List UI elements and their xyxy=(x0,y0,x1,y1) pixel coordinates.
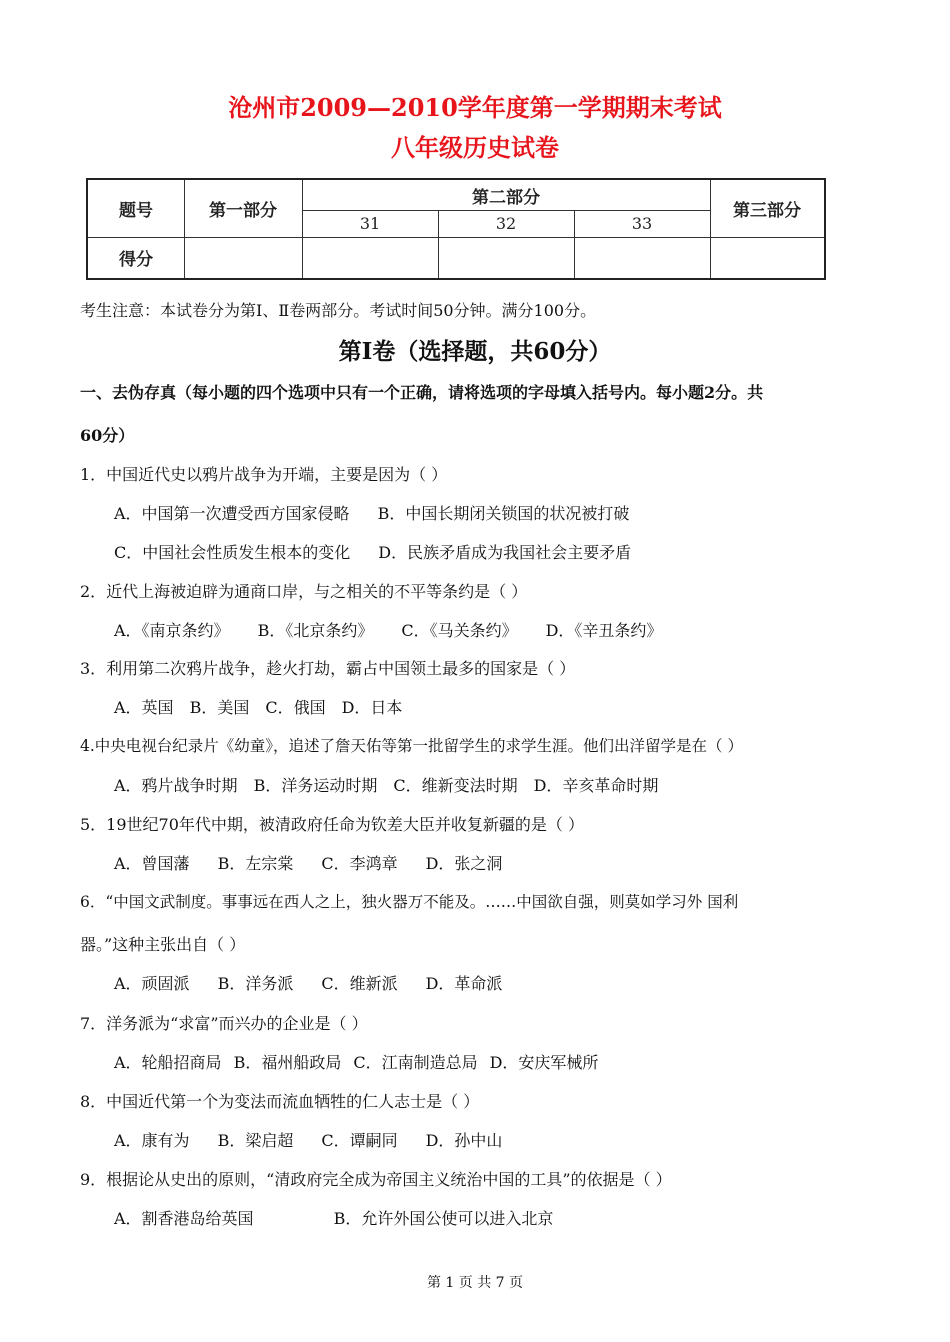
question-1-stem: 1．中国近代史以鸦片战争为开端，主要是因为（ ） xyxy=(80,465,448,484)
question-2-option-d: D．《辛丑条约》 xyxy=(545,621,663,640)
question-1-options-row1 xyxy=(114,501,629,524)
exam-subtitle: 八年级历史试卷 xyxy=(391,133,559,162)
question-4-options xyxy=(114,773,658,796)
question-5-option-b: B．左宗棠 xyxy=(217,854,294,873)
question-4-stem: 4.中央电视台纪录片《幼童》，追述了詹天佑等第一批留学生的求学生涯。他们出洋留学是在（ ） xyxy=(80,737,743,755)
table-header-q31: 31 xyxy=(359,214,381,233)
question-7-option-c: C．江南制造总局 xyxy=(353,1053,478,1072)
section-instructions-line1: 一、去伪存真（每小题的四个选项中只有一个正确，请将选项的字母填入括号内。每小题2分。共 xyxy=(80,383,764,402)
table-header-part3: 第三部分 xyxy=(733,201,801,221)
question-3-options xyxy=(114,695,402,718)
question-4-option-c: C．维新变法时期 xyxy=(393,776,518,795)
question-1-option-d: D．民族矛盾成为我国社会主要矛盾 xyxy=(378,543,632,562)
question-7-stem: 7．洋务派为“求富”而兴办的企业是（ ） xyxy=(80,1014,368,1033)
question-9-option-b: B．允许外国公使可以进入北京 xyxy=(333,1209,554,1228)
question-5-stem: 5．19世纪70年代中期，被清政府任命为钦差大臣并收复新疆的是（ ） xyxy=(80,815,584,834)
section-instructions-line2: 60分） xyxy=(80,426,135,445)
question-1-option-a: A．中国第一次遭受西方国家侵略 xyxy=(114,504,350,523)
question-4-option-b: B．洋务运动时期 xyxy=(253,776,378,795)
question-2-options xyxy=(114,618,662,641)
exam-title: 沧州市2009—2010学年度第一学期期末考试 xyxy=(228,93,722,122)
question-7-options xyxy=(114,1050,598,1073)
question-6-option-b: B．洋务派 xyxy=(217,974,294,993)
question-5-options xyxy=(114,851,502,874)
table-row-score-label: 得分 xyxy=(119,250,153,270)
page-footer: 第 1 页 共 7 页 xyxy=(426,1275,524,1291)
question-6-option-c: C．维新派 xyxy=(321,974,398,993)
exam-notice: 考生注意：本试卷分为第Ⅰ、Ⅱ卷两部分。考试时间50分钟。满分100分。 xyxy=(80,301,597,320)
question-1-option-c: C．中国社会性质发生根本的变化 xyxy=(114,543,351,562)
question-6-stem: 6．“中国文武制度。事事远在西人之上，独火器万不能及。……中国欲自强，则莫如学习外 国利 xyxy=(80,893,739,911)
table-header-number: 题号 xyxy=(119,201,153,221)
question-8-option-d: D．孙中山 xyxy=(425,1131,503,1150)
question-7-option-b: B．福州船政局 xyxy=(233,1053,342,1072)
question-1-option-b: B．中国长期闭关锁国的状况被打破 xyxy=(377,504,630,523)
question-5-option-a: A．曾国藩 xyxy=(114,854,190,873)
table-header-part2: 第二部分 xyxy=(472,187,540,208)
question-2-option-b: B．《北京条约》 xyxy=(257,621,374,640)
section-title: 第Ⅰ卷（选择题，共60分） xyxy=(338,338,612,365)
question-4-option-d: D．辛亥革命时期 xyxy=(533,776,659,795)
question-4-option-a: A．鸦片战争时期 xyxy=(114,776,238,795)
question-3-option-a: A．英国 xyxy=(114,698,174,717)
question-3-option-d: D．日本 xyxy=(341,698,403,717)
question-9-stem: 9．根据论从史出的原则，“清政府完全成为帝国主义统治中国的工具”的依据是（ ） xyxy=(80,1170,672,1189)
question-5-option-c: C．李鸿章 xyxy=(321,854,398,873)
table-header-part1: 第一部分 xyxy=(209,201,277,221)
question-3-option-b: B．美国 xyxy=(189,698,250,717)
question-3-stem: 3．利用第二次鸦片战争，趁火打劫，霸占中国领土最多的国家是（ ） xyxy=(80,659,576,678)
question-9-option-a: A．割香港岛给英国 xyxy=(114,1209,254,1228)
score-table xyxy=(86,178,826,280)
question-5-option-d: D．张之洞 xyxy=(425,854,503,873)
question-9-options xyxy=(114,1206,553,1229)
question-3-option-c: C．俄国 xyxy=(265,698,326,717)
question-8-option-a: A．康有为 xyxy=(114,1131,190,1150)
question-2-stem: 2．近代上海被迫辟为通商口岸，与之相关的不平等条约是（ ） xyxy=(80,582,528,601)
question-6-option-d: D．革命派 xyxy=(425,974,503,993)
question-7-option-a: A．轮船招商局 xyxy=(114,1053,222,1072)
table-header-q32: 32 xyxy=(495,214,517,233)
question-6-option-a: A．顽固派 xyxy=(114,974,190,993)
question-8-options xyxy=(114,1128,502,1151)
question-7-option-d: D．安庆军械所 xyxy=(489,1053,599,1072)
question-8-option-b: B．梁启超 xyxy=(217,1131,294,1150)
question-2-option-c: C．《马关条约》 xyxy=(401,621,518,640)
table-header-q33: 33 xyxy=(631,214,653,233)
question-8-option-c: C．谭嗣同 xyxy=(321,1131,398,1150)
question-6-options xyxy=(114,971,502,994)
question-2-option-a: A．《南京条约》 xyxy=(114,621,230,640)
question-8-stem: 8．中国近代第一个为变法而流血牺牲的仁人志士是（ ） xyxy=(80,1092,480,1111)
question-6-stem-continued: 器。”这种主张出自（ ） xyxy=(80,935,246,954)
question-1-options-row2 xyxy=(114,540,631,563)
